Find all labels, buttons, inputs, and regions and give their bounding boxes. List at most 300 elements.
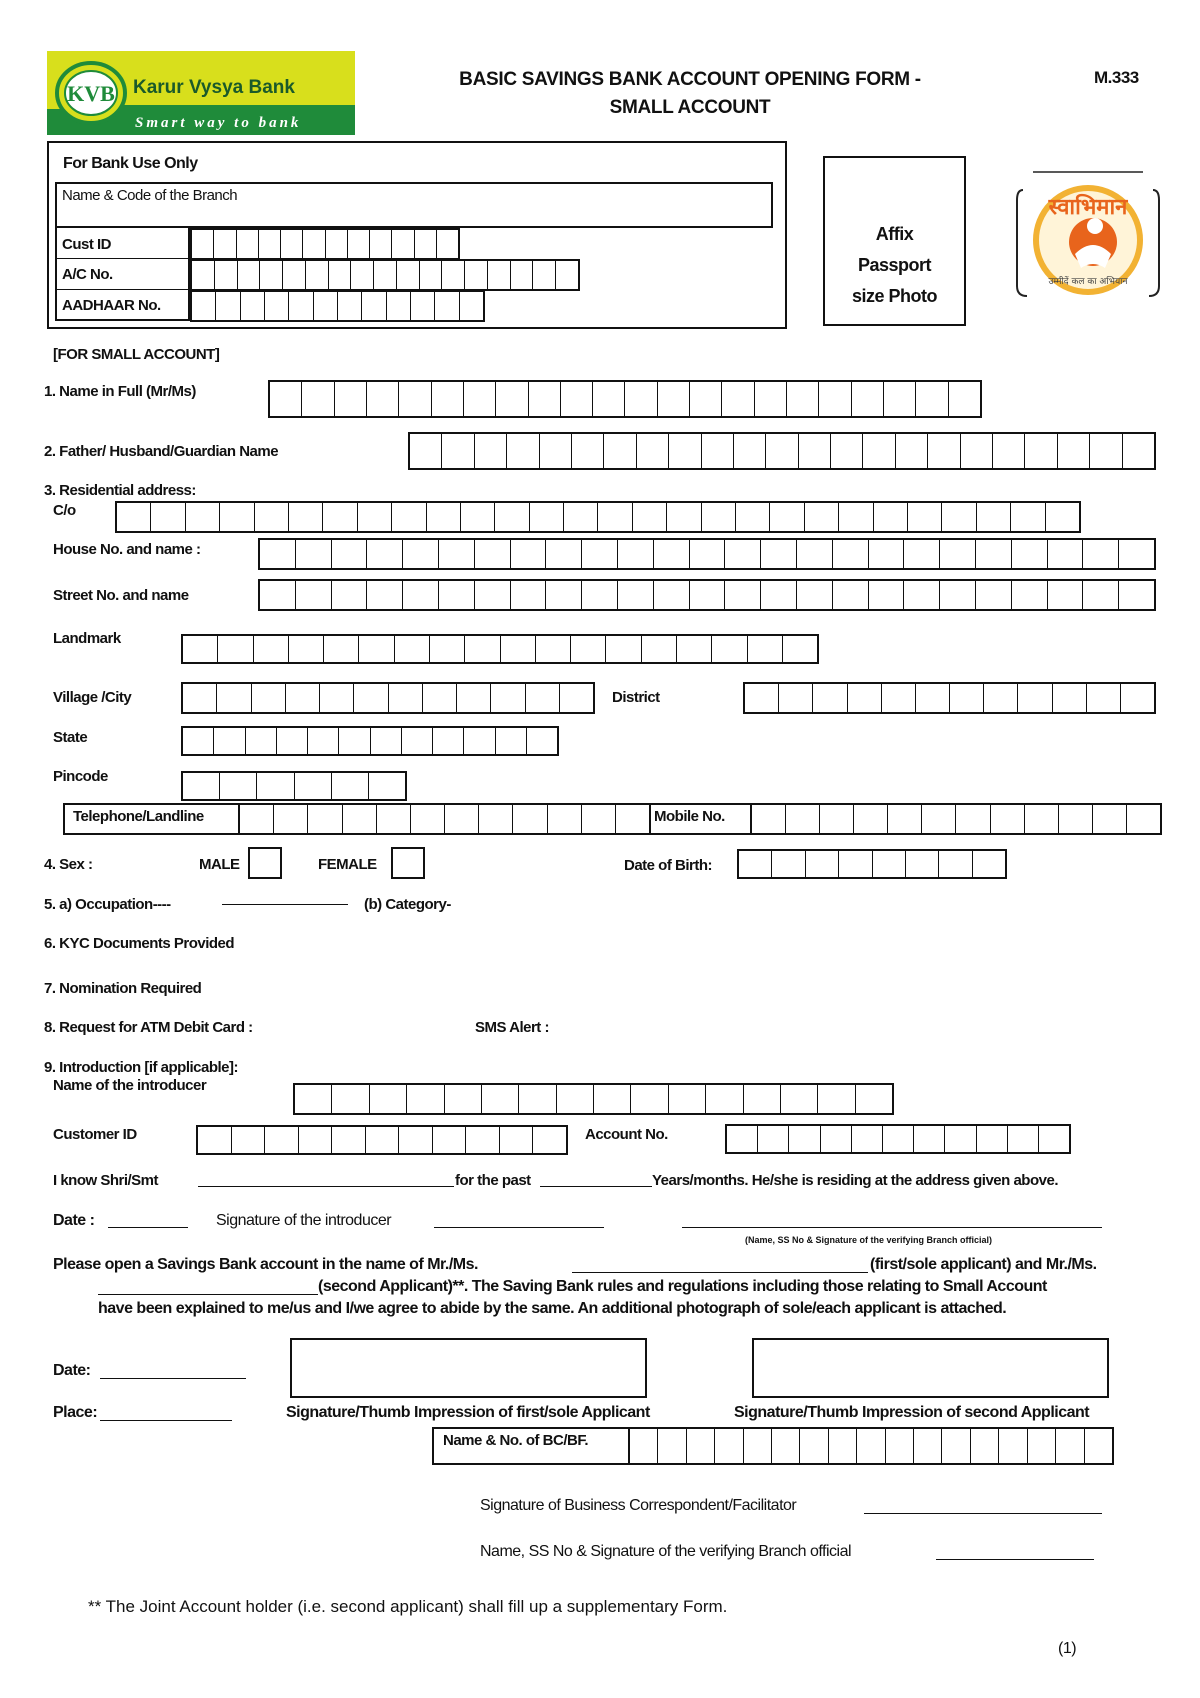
char-cell[interactable] (1024, 434, 1056, 468)
char-cell[interactable] (913, 1126, 944, 1152)
char-cell[interactable] (288, 636, 323, 662)
char-cell[interactable] (632, 503, 666, 531)
char-cell[interactable] (429, 636, 464, 662)
char-cell[interactable] (976, 1126, 1007, 1152)
char-cell[interactable] (410, 292, 434, 320)
char-cell[interactable] (331, 581, 367, 609)
char-cell[interactable] (434, 292, 458, 320)
bc-signature-line[interactable] (864, 1513, 1102, 1514)
char-cell[interactable] (539, 434, 571, 468)
char-cell[interactable] (282, 261, 305, 289)
char-cell[interactable] (785, 805, 819, 833)
char-cell[interactable] (214, 261, 237, 289)
char-cell[interactable] (357, 503, 391, 531)
second-applicant-name-line[interactable] (98, 1294, 318, 1295)
char-cell[interactable] (733, 434, 765, 468)
char-cell[interactable] (903, 581, 939, 609)
char-cell[interactable] (788, 1126, 819, 1152)
house-boxes[interactable] (258, 538, 1156, 570)
char-cell[interactable] (887, 805, 921, 833)
char-cell[interactable] (499, 1127, 533, 1153)
char-cell[interactable] (615, 805, 649, 833)
char-cell[interactable] (727, 1126, 757, 1152)
customer-id-boxes[interactable] (196, 1125, 568, 1155)
char-cell[interactable] (689, 581, 725, 609)
char-cell[interactable] (532, 1127, 566, 1153)
char-cell[interactable] (828, 1429, 856, 1463)
char-cell[interactable] (183, 728, 213, 754)
char-cell[interactable] (1058, 805, 1092, 833)
char-cell[interactable] (236, 230, 258, 258)
char-cell[interactable] (441, 434, 473, 468)
char-cell[interactable] (714, 1429, 742, 1463)
char-cell[interactable] (545, 581, 581, 609)
char-cell[interactable] (406, 1085, 443, 1113)
char-cell[interactable] (804, 503, 838, 531)
char-cell[interactable] (581, 805, 615, 833)
char-cell[interactable] (432, 1127, 466, 1153)
char-cell[interactable] (444, 1085, 481, 1113)
char-cell[interactable] (927, 434, 959, 468)
char-cell[interactable] (1047, 540, 1083, 568)
char-cell[interactable] (444, 805, 478, 833)
char-cell[interactable] (907, 503, 941, 531)
char-cell[interactable] (198, 1127, 231, 1153)
char-cell[interactable] (873, 503, 907, 531)
char-cell[interactable] (1027, 1429, 1055, 1463)
occupation-line[interactable] (222, 904, 348, 905)
char-cell[interactable] (657, 1429, 685, 1463)
char-cell[interactable] (1084, 1429, 1112, 1463)
char-cell[interactable] (183, 684, 216, 712)
char-cell[interactable] (938, 851, 971, 877)
char-cell[interactable] (868, 581, 904, 609)
char-cell[interactable] (322, 503, 356, 531)
co-boxes[interactable] (115, 501, 1081, 533)
char-cell[interactable] (347, 230, 369, 258)
verify-official-line[interactable] (682, 1227, 1102, 1228)
char-cell[interactable] (960, 434, 992, 468)
char-cell[interactable] (1057, 434, 1089, 468)
char-cell[interactable] (972, 851, 1005, 877)
char-cell[interactable] (369, 1085, 406, 1113)
char-cell[interactable] (545, 540, 581, 568)
char-cell[interactable] (771, 1429, 799, 1463)
char-cell[interactable] (666, 503, 700, 531)
verifying-official-line[interactable] (936, 1559, 1094, 1560)
char-cell[interactable] (150, 503, 184, 531)
char-cell[interactable] (219, 503, 253, 531)
char-cell[interactable] (518, 1085, 555, 1113)
char-cell[interactable] (369, 230, 391, 258)
char-cell[interactable] (724, 581, 760, 609)
char-cell[interactable] (1024, 805, 1058, 833)
char-cell[interactable] (353, 684, 387, 712)
char-cell[interactable] (689, 540, 725, 568)
char-cell[interactable] (259, 261, 282, 289)
char-cell[interactable] (183, 773, 219, 799)
char-cell[interactable] (459, 292, 483, 320)
char-cell[interactable] (463, 728, 494, 754)
char-cell[interactable] (276, 728, 307, 754)
account-no-boxes[interactable] (725, 1124, 1071, 1154)
char-cell[interactable] (832, 540, 868, 568)
char-cell[interactable] (1045, 503, 1079, 531)
char-cell[interactable] (391, 503, 425, 531)
char-cell[interactable] (365, 1127, 399, 1153)
char-cell[interactable] (771, 851, 804, 877)
char-cell[interactable] (990, 805, 1024, 833)
char-cell[interactable] (769, 503, 803, 531)
char-cell[interactable] (559, 684, 593, 712)
char-cell[interactable] (838, 851, 871, 877)
sign-date-line[interactable] (100, 1378, 246, 1379)
char-cell[interactable] (605, 636, 640, 662)
char-cell[interactable] (510, 261, 533, 289)
char-cell[interactable] (617, 540, 653, 568)
dob-boxes[interactable] (737, 849, 1007, 879)
char-cell[interactable] (653, 540, 689, 568)
char-cell[interactable] (547, 805, 581, 833)
char-cell[interactable] (337, 292, 361, 320)
char-cell[interactable] (735, 503, 769, 531)
char-cell[interactable] (217, 636, 252, 662)
char-cell[interactable] (944, 1126, 975, 1152)
char-cell[interactable] (905, 851, 938, 877)
char-cell[interactable] (593, 1085, 630, 1113)
char-cell[interactable] (676, 636, 711, 662)
char-cell[interactable] (280, 230, 302, 258)
char-cell[interactable] (474, 434, 506, 468)
char-cell[interactable] (818, 382, 850, 416)
char-cell[interactable] (295, 540, 331, 568)
state-boxes[interactable] (181, 726, 559, 756)
char-cell[interactable] (689, 382, 721, 416)
char-cell[interactable] (819, 805, 853, 833)
char-cell[interactable] (438, 540, 474, 568)
char-cell[interactable] (422, 684, 456, 712)
char-cell[interactable] (535, 636, 570, 662)
char-cell[interactable] (872, 851, 905, 877)
char-cell[interactable] (426, 503, 460, 531)
char-cell[interactable] (532, 261, 555, 289)
char-cell[interactable] (743, 1085, 780, 1113)
char-cell[interactable] (394, 636, 429, 662)
char-cell[interactable] (955, 805, 989, 833)
place-line[interactable] (100, 1420, 232, 1421)
char-cell[interactable] (895, 434, 927, 468)
char-cell[interactable] (603, 434, 635, 468)
char-cell[interactable] (851, 1126, 882, 1152)
first-applicant-signature-box[interactable] (290, 1338, 647, 1398)
char-cell[interactable] (754, 382, 786, 416)
char-cell[interactable] (853, 805, 887, 833)
char-cell[interactable] (288, 503, 322, 531)
char-cell[interactable] (1017, 684, 1051, 712)
char-cell[interactable] (298, 1127, 332, 1153)
char-cell[interactable] (350, 261, 373, 289)
char-cell[interactable] (915, 684, 949, 712)
char-cell[interactable] (1038, 1126, 1069, 1152)
char-cell[interactable] (847, 684, 881, 712)
char-cell[interactable] (463, 382, 495, 416)
char-cell[interactable] (820, 1126, 851, 1152)
char-cell[interactable] (636, 434, 668, 468)
char-cell[interactable] (747, 636, 782, 662)
char-cell[interactable] (465, 1127, 499, 1153)
char-cell[interactable] (305, 261, 328, 289)
char-cell[interactable] (975, 540, 1011, 568)
char-cell[interactable] (760, 540, 796, 568)
char-cell[interactable] (431, 382, 463, 416)
char-cell[interactable] (366, 382, 398, 416)
char-cell[interactable] (270, 382, 301, 416)
char-cell[interactable] (510, 581, 546, 609)
char-cell[interactable] (765, 434, 797, 468)
char-cell[interactable] (624, 382, 656, 416)
char-cell[interactable] (868, 540, 904, 568)
char-cell[interactable] (1118, 540, 1154, 568)
char-cell[interactable] (313, 292, 337, 320)
char-cell[interactable] (302, 230, 324, 258)
char-cell[interactable] (838, 503, 872, 531)
char-cell[interactable] (464, 261, 487, 289)
char-cell[interactable] (253, 636, 288, 662)
char-cell[interactable] (288, 292, 312, 320)
char-cell[interactable] (402, 540, 438, 568)
char-cell[interactable] (882, 1126, 913, 1152)
char-cell[interactable] (998, 1429, 1026, 1463)
char-cell[interactable] (361, 292, 385, 320)
char-cell[interactable] (373, 261, 396, 289)
char-cell[interactable] (1052, 684, 1086, 712)
char-cell[interactable] (641, 636, 676, 662)
sig-introducer-line[interactable] (434, 1227, 604, 1228)
char-cell[interactable] (231, 1127, 265, 1153)
char-cell[interactable] (319, 684, 353, 712)
char-cell[interactable] (331, 773, 368, 799)
char-cell[interactable] (799, 1429, 827, 1463)
char-cell[interactable] (260, 581, 295, 609)
char-cell[interactable] (358, 636, 393, 662)
char-cell[interactable] (1082, 540, 1118, 568)
char-cell[interactable] (921, 805, 955, 833)
char-cell[interactable] (786, 382, 818, 416)
char-cell[interactable] (1047, 581, 1083, 609)
char-cell[interactable] (796, 540, 832, 568)
char-cell[interactable] (976, 503, 1010, 531)
char-cell[interactable] (941, 1429, 969, 1463)
char-cell[interactable] (376, 805, 410, 833)
landmark-boxes[interactable] (181, 634, 819, 664)
guardian-name-boxes[interactable] (408, 432, 1156, 470)
char-cell[interactable] (881, 684, 915, 712)
char-cell[interactable] (510, 540, 546, 568)
char-cell[interactable] (1011, 540, 1047, 568)
char-cell[interactable] (830, 434, 862, 468)
char-cell[interactable] (456, 684, 490, 712)
char-cell[interactable] (285, 684, 319, 712)
char-cell[interactable] (331, 540, 367, 568)
char-cell[interactable] (410, 434, 441, 468)
char-cell[interactable] (490, 684, 524, 712)
char-cell[interactable] (323, 636, 358, 662)
char-cell[interactable] (983, 684, 1017, 712)
char-cell[interactable] (398, 1127, 432, 1153)
char-cell[interactable] (410, 805, 444, 833)
cust-id-boxes[interactable] (190, 228, 460, 260)
char-cell[interactable] (419, 261, 442, 289)
char-cell[interactable] (970, 1429, 998, 1463)
char-cell[interactable] (592, 382, 624, 416)
char-cell[interactable] (216, 684, 250, 712)
telephone-boxes[interactable] (238, 803, 651, 835)
char-cell[interactable] (273, 805, 307, 833)
char-cell[interactable] (512, 805, 546, 833)
char-cell[interactable] (571, 434, 603, 468)
char-cell[interactable] (597, 503, 631, 531)
char-cell[interactable] (495, 728, 526, 754)
char-cell[interactable] (939, 540, 975, 568)
char-cell[interactable] (398, 382, 430, 416)
char-cell[interactable] (975, 581, 1011, 609)
char-cell[interactable] (441, 261, 464, 289)
char-cell[interactable] (855, 1085, 892, 1113)
char-cell[interactable] (701, 434, 733, 468)
char-cell[interactable] (328, 261, 351, 289)
female-checkbox[interactable] (391, 847, 425, 879)
char-cell[interactable] (701, 503, 735, 531)
char-cell[interactable] (805, 851, 838, 877)
char-cell[interactable] (307, 805, 341, 833)
char-cell[interactable] (812, 684, 846, 712)
char-cell[interactable] (464, 636, 499, 662)
char-cell[interactable] (438, 581, 474, 609)
char-cell[interactable] (817, 1085, 854, 1113)
second-applicant-signature-box[interactable] (752, 1338, 1109, 1398)
char-cell[interactable] (494, 503, 528, 531)
char-cell[interactable] (432, 728, 463, 754)
char-cell[interactable] (724, 540, 760, 568)
char-cell[interactable] (436, 230, 458, 258)
char-cell[interactable] (1055, 1429, 1083, 1463)
char-cell[interactable] (213, 230, 235, 258)
char-cell[interactable] (780, 1085, 817, 1113)
char-cell[interactable] (264, 292, 288, 320)
char-cell[interactable] (915, 382, 947, 416)
char-cell[interactable] (617, 581, 653, 609)
char-cell[interactable] (334, 382, 366, 416)
char-cell[interactable] (1118, 581, 1154, 609)
char-cell[interactable] (832, 581, 868, 609)
char-cell[interactable] (506, 434, 538, 468)
char-cell[interactable] (301, 382, 333, 416)
char-cell[interactable] (778, 684, 812, 712)
char-cell[interactable] (1086, 684, 1120, 712)
char-cell[interactable] (668, 434, 700, 468)
char-cell[interactable] (260, 540, 295, 568)
char-cell[interactable] (760, 581, 796, 609)
char-cell[interactable] (192, 292, 215, 320)
char-cell[interactable] (555, 261, 578, 289)
char-cell[interactable] (264, 1127, 298, 1153)
char-cell[interactable] (745, 684, 778, 712)
char-cell[interactable] (487, 261, 510, 289)
char-cell[interactable] (949, 684, 983, 712)
char-cell[interactable] (798, 434, 830, 468)
char-cell[interactable] (331, 1127, 365, 1153)
char-cell[interactable] (796, 581, 832, 609)
char-cell[interactable] (396, 261, 419, 289)
char-cell[interactable] (183, 636, 217, 662)
char-cell[interactable] (414, 230, 436, 258)
char-cell[interactable] (560, 382, 592, 416)
char-cell[interactable] (388, 684, 422, 712)
char-cell[interactable] (1007, 1126, 1038, 1152)
char-cell[interactable] (370, 728, 401, 754)
char-cell[interactable] (913, 1429, 941, 1463)
char-cell[interactable] (213, 728, 244, 754)
char-cell[interactable] (705, 1085, 742, 1113)
char-cell[interactable] (215, 292, 239, 320)
char-cell[interactable] (254, 503, 288, 531)
bc-name-boxes[interactable] (628, 1427, 1114, 1465)
char-cell[interactable] (525, 684, 559, 712)
char-cell[interactable] (237, 261, 260, 289)
char-cell[interactable] (941, 503, 975, 531)
char-cell[interactable] (1082, 581, 1118, 609)
char-cell[interactable] (757, 1126, 788, 1152)
char-cell[interactable] (192, 261, 214, 289)
char-cell[interactable] (711, 636, 746, 662)
char-cell[interactable] (581, 581, 617, 609)
char-cell[interactable] (1126, 805, 1160, 833)
char-cell[interactable] (581, 540, 617, 568)
char-cell[interactable] (460, 503, 494, 531)
char-cell[interactable] (185, 503, 219, 531)
char-cell[interactable] (556, 1085, 593, 1113)
char-cell[interactable] (630, 1085, 667, 1113)
char-cell[interactable] (402, 581, 438, 609)
char-cell[interactable] (528, 382, 560, 416)
char-cell[interactable] (500, 636, 535, 662)
char-cell[interactable] (401, 728, 432, 754)
char-cell[interactable] (192, 230, 213, 258)
char-cell[interactable] (386, 292, 410, 320)
street-boxes[interactable] (258, 579, 1156, 611)
char-cell[interactable] (657, 382, 689, 416)
char-cell[interactable] (630, 1429, 657, 1463)
char-cell[interactable] (686, 1429, 714, 1463)
char-cell[interactable] (885, 1429, 913, 1463)
district-boxes[interactable] (743, 682, 1156, 714)
char-cell[interactable] (258, 230, 280, 258)
pincode-boxes[interactable] (181, 771, 407, 801)
char-cell[interactable] (563, 503, 597, 531)
char-cell[interactable] (342, 805, 376, 833)
char-cell[interactable] (1122, 434, 1154, 468)
male-checkbox[interactable] (248, 847, 282, 879)
char-cell[interactable] (883, 382, 915, 416)
i-know-line[interactable] (198, 1186, 454, 1187)
char-cell[interactable] (1092, 805, 1126, 833)
char-cell[interactable] (1011, 581, 1047, 609)
char-cell[interactable] (295, 1085, 331, 1113)
char-cell[interactable] (474, 540, 510, 568)
char-cell[interactable] (331, 1085, 368, 1113)
first-applicant-name-line[interactable] (572, 1272, 868, 1273)
char-cell[interactable] (570, 636, 605, 662)
